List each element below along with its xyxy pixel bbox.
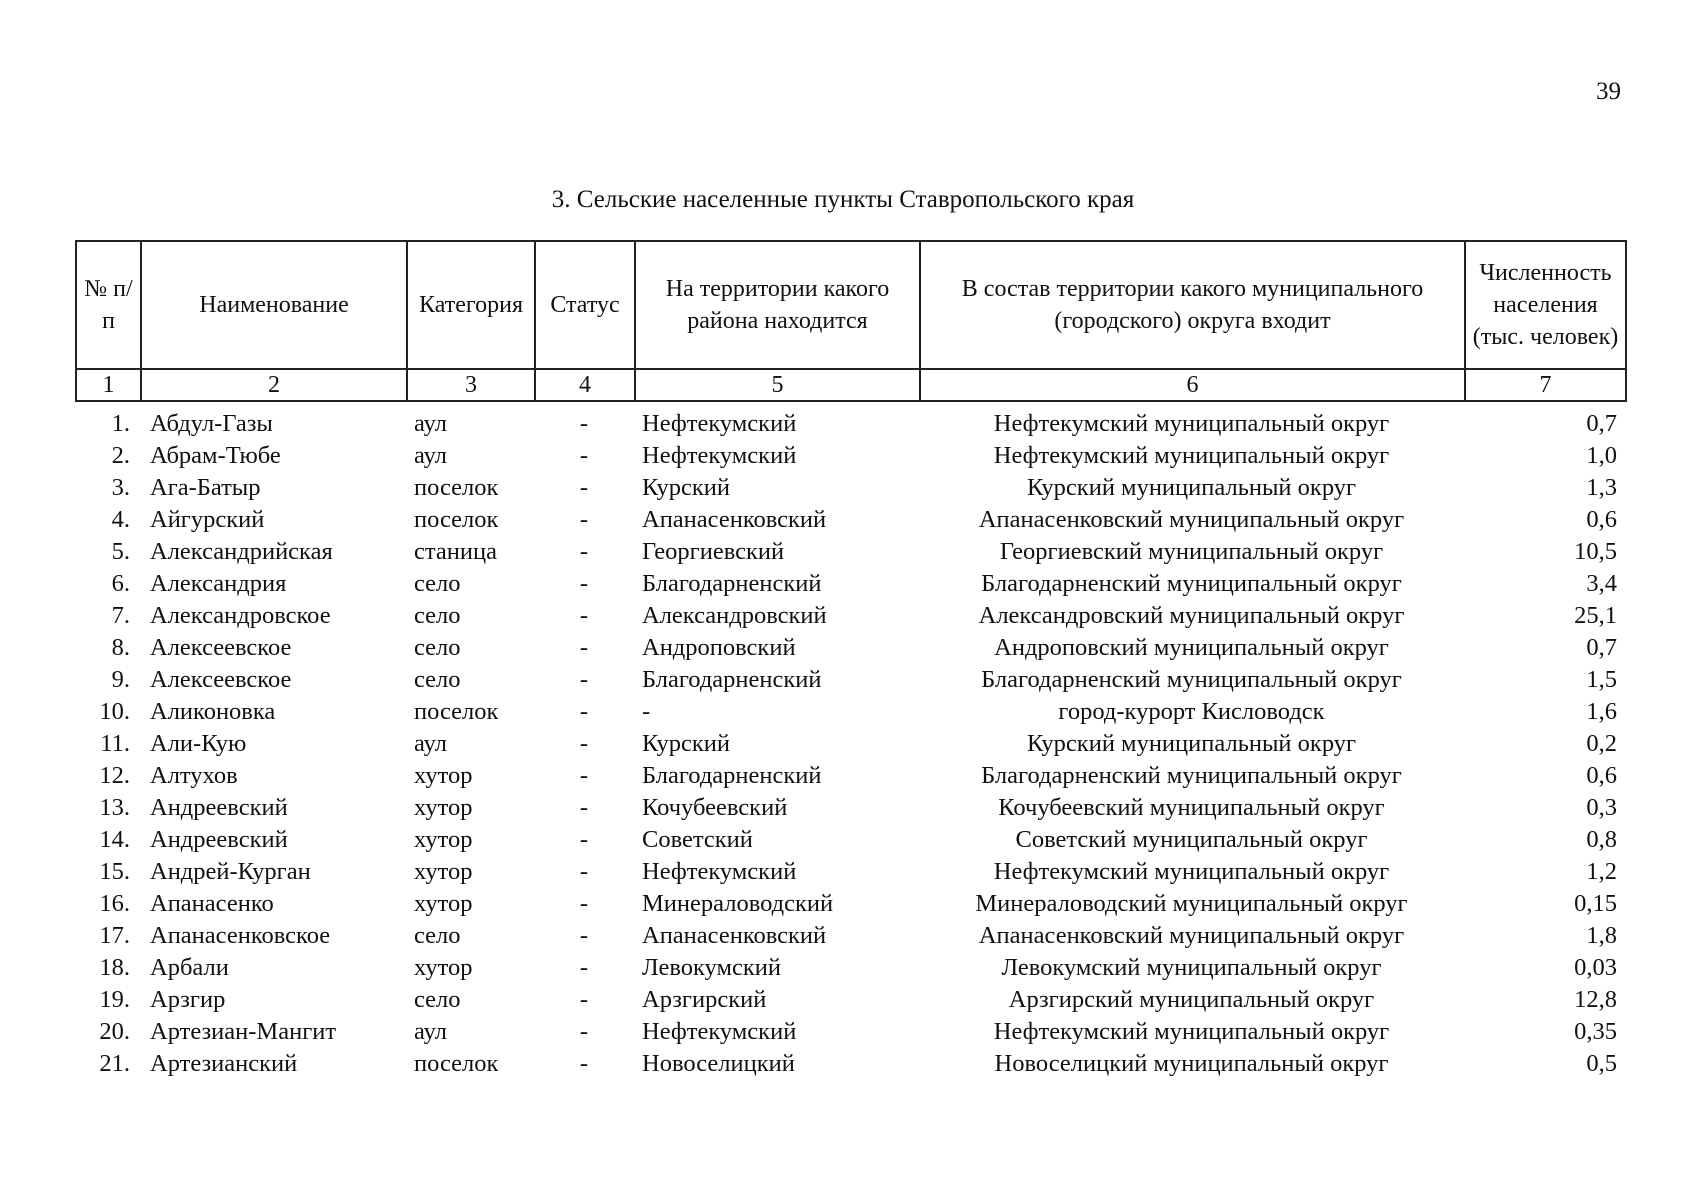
table-header xyxy=(75,240,1627,402)
status-cell: - xyxy=(579,474,589,501)
table-row xyxy=(75,600,1625,632)
column-number-cell: 6 xyxy=(920,369,1465,401)
status-cell: - xyxy=(579,922,589,949)
category-cell: хутор xyxy=(414,826,473,853)
population-cell: 0,8 xyxy=(1586,826,1617,853)
category-cell: село xyxy=(414,602,461,629)
status-cell: - xyxy=(579,954,589,981)
category-cell: хутор xyxy=(414,794,473,821)
row-number-cell: 15. xyxy=(99,858,130,885)
row-number-cell: 10. xyxy=(99,698,130,725)
row-number-cell: 2. xyxy=(111,442,130,469)
header-cell-district: На территории какого района находится xyxy=(635,241,920,369)
okrug-cell: Левокумский муниципальный округ xyxy=(1001,954,1382,981)
row-number-cell: 19. xyxy=(99,986,130,1013)
status-cell: - xyxy=(579,506,589,533)
okrug-cell: Нефтекумский муниципальный округ xyxy=(993,858,1390,885)
header-cell-population: Численность населения (тыс. человек) xyxy=(1465,241,1626,369)
okrug-cell: Андроповский муниципальный округ xyxy=(994,634,1389,661)
category-cell: село xyxy=(414,986,461,1013)
settlement-name-cell: Али-Кую xyxy=(150,730,247,757)
status-cell: - xyxy=(579,1018,589,1045)
status-cell: - xyxy=(579,634,589,661)
settlement-name-cell: Алексеевское xyxy=(150,634,292,661)
category-cell: село xyxy=(414,922,461,949)
status-cell: - xyxy=(579,442,589,469)
status-cell: - xyxy=(579,666,589,693)
table-row xyxy=(75,728,1625,760)
population-cell: 10,5 xyxy=(1574,538,1617,565)
district-cell: Апанасенковский xyxy=(642,922,827,949)
district-cell: - xyxy=(642,698,651,725)
settlement-name-cell: Абдул-Газы xyxy=(150,410,273,437)
okrug-cell: Кочубеевский муниципальный округ xyxy=(998,794,1385,821)
row-number-cell: 21. xyxy=(99,1050,130,1077)
table-row xyxy=(75,856,1625,888)
population-cell: 0,15 xyxy=(1574,890,1617,917)
row-number-cell: 12. xyxy=(99,762,130,789)
row-number-cell: 11. xyxy=(100,730,130,757)
okrug-cell: Александровский муниципальный округ xyxy=(978,602,1405,629)
status-cell: - xyxy=(579,538,589,565)
table-row xyxy=(75,792,1625,824)
settlement-name-cell: Ага-Батыр xyxy=(150,474,261,501)
population-cell: 0,7 xyxy=(1586,634,1617,661)
population-cell: 12,8 xyxy=(1574,986,1617,1013)
district-cell: Нефтекумский xyxy=(642,442,797,469)
district-cell: Кочубеевский xyxy=(642,794,788,821)
row-number-cell: 4. xyxy=(111,506,130,533)
settlement-name-cell: Артезиан-Мангит xyxy=(150,1018,337,1045)
okrug-cell: Нефтекумский муниципальный округ xyxy=(993,1018,1390,1045)
district-cell: Андроповский xyxy=(642,634,796,661)
settlement-name-cell: Александровское xyxy=(150,602,331,629)
row-number-cell: 14. xyxy=(99,826,130,853)
population-cell: 1,6 xyxy=(1586,698,1617,725)
table-row xyxy=(75,888,1625,920)
row-number-cell: 7. xyxy=(111,602,130,629)
settlement-name-cell: Александрийская xyxy=(150,538,333,565)
district-cell: Нефтекумский xyxy=(642,858,797,885)
district-cell: Левокумский xyxy=(642,954,781,981)
district-cell: Арзгирский xyxy=(642,986,767,1013)
okrug-cell: Благодарненский муниципальный округ xyxy=(981,666,1402,693)
district-cell: Новоселицкий xyxy=(642,1050,795,1077)
row-number-cell: 9. xyxy=(111,666,130,693)
header-cell-okrug: В состав территории какого муниципального (городского) округа входит xyxy=(920,241,1465,369)
okrug-cell: Благодарненский муниципальный округ xyxy=(981,570,1402,597)
category-cell: поселок xyxy=(414,698,499,725)
settlement-name-cell: Александрия xyxy=(150,570,287,597)
settlement-name-cell: Апанасенко xyxy=(150,890,274,917)
settlement-name-cell: Арзгир xyxy=(150,986,226,1013)
header-row xyxy=(76,241,1626,369)
column-number-cell: 3 xyxy=(407,369,535,401)
settlement-name-cell: Алексеевское xyxy=(150,666,292,693)
table-row xyxy=(75,536,1625,568)
category-cell: хутор xyxy=(414,762,473,789)
okrug-cell: Новоселицкий муниципальный округ xyxy=(994,1050,1389,1077)
okrug-cell: Благодарненский муниципальный округ xyxy=(981,762,1402,789)
status-cell: - xyxy=(579,794,589,821)
population-cell: 25,1 xyxy=(1574,602,1617,629)
population-cell: 1,8 xyxy=(1586,922,1617,949)
population-cell: 1,5 xyxy=(1586,666,1617,693)
okrug-cell: Апанасенковский муниципальный округ xyxy=(978,506,1405,533)
category-cell: поселок xyxy=(414,1050,499,1077)
table-row xyxy=(75,952,1625,984)
okrug-cell: Апанасенковский муниципальный округ xyxy=(978,922,1405,949)
status-cell: - xyxy=(579,890,589,917)
population-cell: 0,7 xyxy=(1586,410,1617,437)
status-cell: - xyxy=(579,1050,589,1077)
okrug-cell: Арзгирский муниципальный округ xyxy=(1008,986,1375,1013)
settlement-name-cell: Андреевский xyxy=(150,794,288,821)
settlement-name-cell: Андрей-Курган xyxy=(150,858,311,885)
population-cell: 0,5 xyxy=(1586,1050,1617,1077)
district-cell: Георгиевский xyxy=(642,538,785,565)
population-cell: 0,35 xyxy=(1574,1018,1617,1045)
category-cell: станица xyxy=(414,538,497,565)
category-cell: аул xyxy=(414,1018,448,1045)
table-row xyxy=(75,664,1625,696)
district-cell: Апанасенковский xyxy=(642,506,827,533)
settlement-name-cell: Абрам-Тюбе xyxy=(150,442,281,469)
settlement-name-cell: Аликоновка xyxy=(150,698,276,725)
category-cell: хутор xyxy=(414,890,473,917)
district-cell: Благодарненский xyxy=(642,762,822,789)
settlement-name-cell: Арбали xyxy=(150,954,229,981)
status-cell: - xyxy=(579,762,589,789)
okrug-cell: Нефтекумский муниципальный округ xyxy=(993,442,1390,469)
column-number-cell: 7 xyxy=(1465,369,1626,401)
okrug-cell: Курский муниципальный округ xyxy=(1026,730,1357,757)
header-cell-category: Категория xyxy=(407,241,535,369)
district-cell: Курский xyxy=(642,730,730,757)
district-cell: Курский xyxy=(642,474,730,501)
district-cell: Минераловодский xyxy=(642,890,834,917)
okrug-cell: Минераловодский муниципальный округ xyxy=(975,890,1408,917)
settlement-name-cell: Айгурский xyxy=(150,506,265,533)
population-cell: 0,2 xyxy=(1586,730,1617,757)
category-cell: аул xyxy=(414,442,448,469)
category-cell: хутор xyxy=(414,858,473,885)
column-number-cell: 2 xyxy=(141,369,407,401)
row-number-cell: 5. xyxy=(111,538,130,565)
category-cell: хутор xyxy=(414,954,473,981)
row-number-cell: 18. xyxy=(99,954,130,981)
category-cell: поселок xyxy=(414,506,499,533)
district-cell: Нефтекумский xyxy=(642,1018,797,1045)
row-number-cell: 8. xyxy=(111,634,130,661)
table-row xyxy=(75,696,1625,728)
table-row xyxy=(75,632,1625,664)
status-cell: - xyxy=(579,858,589,885)
okrug-cell: Советский муниципальный округ xyxy=(1015,826,1368,853)
category-cell: аул xyxy=(414,410,448,437)
row-number-cell: 16. xyxy=(99,890,130,917)
district-cell: Нефтекумский xyxy=(642,410,797,437)
population-cell: 3,4 xyxy=(1586,570,1617,597)
table-row xyxy=(75,984,1625,1016)
population-cell: 0,3 xyxy=(1586,794,1617,821)
status-cell: - xyxy=(579,986,589,1013)
table-row xyxy=(75,568,1625,600)
table-row xyxy=(75,472,1625,504)
status-cell: - xyxy=(579,602,589,629)
okrug-cell: Курский муниципальный округ xyxy=(1026,474,1357,501)
status-cell: - xyxy=(579,826,589,853)
row-number-cell: 13. xyxy=(99,794,130,821)
header-cell-status: Статус xyxy=(535,241,635,369)
row-number-cell: 6. xyxy=(111,570,130,597)
status-cell: - xyxy=(579,730,589,757)
table-body xyxy=(75,408,1625,1080)
population-cell: 0,6 xyxy=(1586,506,1617,533)
category-cell: аул xyxy=(414,730,448,757)
row-number-cell: 20. xyxy=(99,1018,130,1045)
category-cell: село xyxy=(414,634,461,661)
row-number-cell: 17. xyxy=(99,922,130,949)
column-number-row xyxy=(76,369,1626,401)
table-row xyxy=(75,824,1625,856)
population-cell: 0,03 xyxy=(1574,954,1617,981)
header-cell-number: № п/п xyxy=(76,241,141,369)
column-number-cell: 1 xyxy=(76,369,141,401)
settlement-name-cell: Апанасенковское xyxy=(150,922,331,949)
table-row xyxy=(75,1016,1625,1048)
header-cell-name: Наименование xyxy=(141,241,407,369)
table-row xyxy=(75,760,1625,792)
table-row xyxy=(75,1048,1625,1080)
okrug-cell: город-курорт Кисловодск xyxy=(1058,698,1325,725)
table-row xyxy=(75,440,1625,472)
settlement-name-cell: Алтухов xyxy=(150,762,238,789)
okrug-cell: Нефтекумский муниципальный округ xyxy=(993,410,1390,437)
page-number: 39 xyxy=(1596,78,1621,105)
district-cell: Благодарненский xyxy=(642,570,822,597)
settlements-table xyxy=(75,408,1625,1080)
column-number-cell: 5 xyxy=(635,369,920,401)
district-cell: Александровский xyxy=(642,602,827,629)
row-number-cell: 3. xyxy=(111,474,130,501)
column-number-cell: 4 xyxy=(535,369,635,401)
status-cell: - xyxy=(579,570,589,597)
population-cell: 1,0 xyxy=(1586,442,1617,469)
status-cell: - xyxy=(579,698,589,725)
okrug-cell: Георгиевский муниципальный округ xyxy=(999,538,1384,565)
category-cell: село xyxy=(414,666,461,693)
category-cell: село xyxy=(414,570,461,597)
population-cell: 1,3 xyxy=(1586,474,1617,501)
district-cell: Советский xyxy=(642,826,753,853)
district-cell: Благодарненский xyxy=(642,666,822,693)
population-cell: 1,2 xyxy=(1586,858,1617,885)
settlement-name-cell: Артезианский xyxy=(150,1050,298,1077)
category-cell: поселок xyxy=(414,474,499,501)
table-title: 3. Сельские населенные пункты Ставропольского края xyxy=(551,186,1135,213)
population-cell: 0,6 xyxy=(1586,762,1617,789)
settlement-name-cell: Андреевский xyxy=(150,826,288,853)
row-number-cell: 1. xyxy=(111,410,130,437)
table-row xyxy=(75,920,1625,952)
table-row xyxy=(75,408,1625,440)
status-cell: - xyxy=(579,410,589,437)
table-row xyxy=(75,504,1625,536)
